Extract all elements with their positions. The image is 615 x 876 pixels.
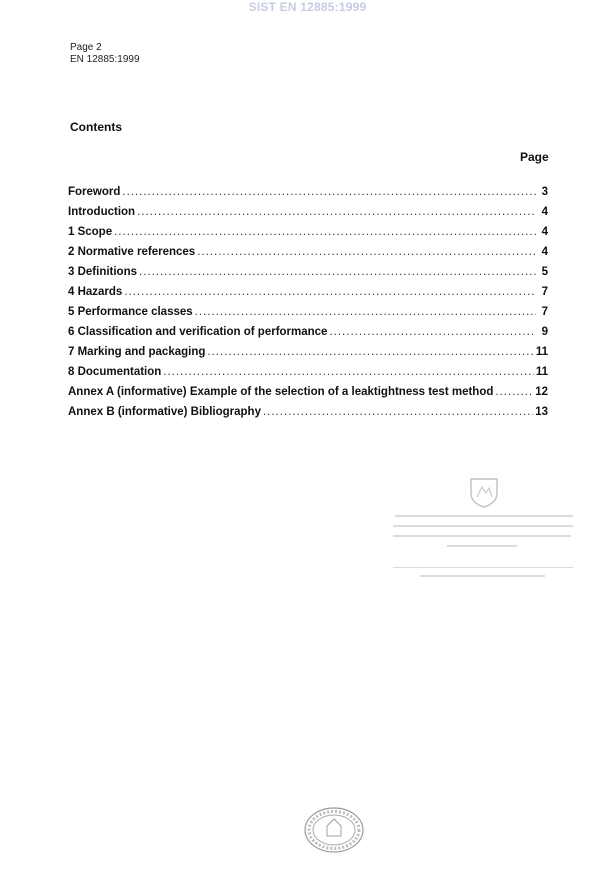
coat-of-arms-seal [467, 475, 501, 509]
stamp-text-line [447, 545, 517, 547]
toc-entry [68, 266, 548, 286]
toc-entry [68, 406, 548, 426]
toc-entry [68, 346, 548, 366]
toc-entry-title: 4 Hazards [68, 286, 123, 298]
page-column-label: Page [520, 150, 549, 164]
toc-entry-title: 2 Normative references [68, 246, 196, 258]
stamp-text-line [395, 515, 573, 517]
toc-entry-page: 11 [535, 366, 548, 378]
stamp-text-line [393, 535, 571, 537]
toc-entry-title: 5 Performance classes [68, 306, 193, 318]
toc-entry [68, 386, 548, 406]
leader-dots [195, 306, 536, 318]
stamp-text-line [420, 575, 545, 577]
toc-entry-title: 7 Marking and packaging [68, 346, 206, 358]
toc-entry-title: 8 Documentation [68, 366, 162, 378]
toc-entry-title: 1 Scope [68, 226, 113, 238]
leader-dots [163, 366, 534, 378]
page-number: Page 2 [70, 42, 102, 53]
leader-dots [495, 386, 533, 398]
toc-entry-page: 7 [541, 286, 548, 298]
table-of-contents [68, 186, 548, 426]
toc-entry-title: Introduction [68, 206, 136, 218]
leader-dots [137, 206, 536, 218]
toc-entry [68, 246, 548, 266]
toc-entry-title: Annex A (informative) Example of the selection of a leaktightness test method [68, 386, 494, 398]
stamp-text-line [393, 525, 573, 527]
toc-entry-page: 3 [541, 186, 548, 198]
leader-dots [122, 186, 536, 198]
page-header [70, 42, 140, 66]
toc-entry [68, 306, 548, 326]
contents-title: Contents [70, 120, 122, 134]
toc-entry-page: 7 [541, 306, 548, 318]
leader-dots [114, 226, 536, 238]
leader-dots [329, 326, 536, 338]
toc-entry-page: 4 [541, 206, 548, 218]
leader-dots [263, 406, 533, 418]
toc-entry [68, 366, 548, 386]
toc-entry-title: 3 Definitions [68, 266, 138, 278]
round-seal-icon [303, 806, 365, 854]
leader-dots [139, 266, 536, 278]
toc-entry-page: 11 [535, 346, 548, 358]
toc-entry-title: Foreword [68, 186, 121, 198]
toc-entry-title: 6 Classification and verification of performance [68, 326, 328, 338]
toc-entry-page: 4 [541, 246, 548, 258]
toc-entry [68, 326, 548, 346]
toc-entry-title: Annex B (informative) Bibliography [68, 406, 261, 418]
leader-dots [124, 286, 536, 298]
toc-entry [68, 186, 548, 206]
library-stamp [385, 475, 580, 590]
toc-entry-page: 4 [541, 226, 548, 238]
toc-entry [68, 206, 548, 226]
leader-dots [207, 346, 533, 358]
stamp-text-line [393, 567, 573, 568]
watermark: SIST EN 12885:1999 [248, 0, 367, 14]
toc-entry-page: 12 [535, 386, 548, 398]
toc-entry-page: 5 [541, 266, 548, 278]
leader-dots [197, 246, 536, 258]
toc-entry [68, 286, 548, 306]
toc-entry [68, 226, 548, 246]
toc-entry-page: 9 [541, 326, 548, 338]
toc-entry-page: 13 [535, 406, 548, 418]
standard-id: EN 12885:1999 [70, 54, 140, 65]
